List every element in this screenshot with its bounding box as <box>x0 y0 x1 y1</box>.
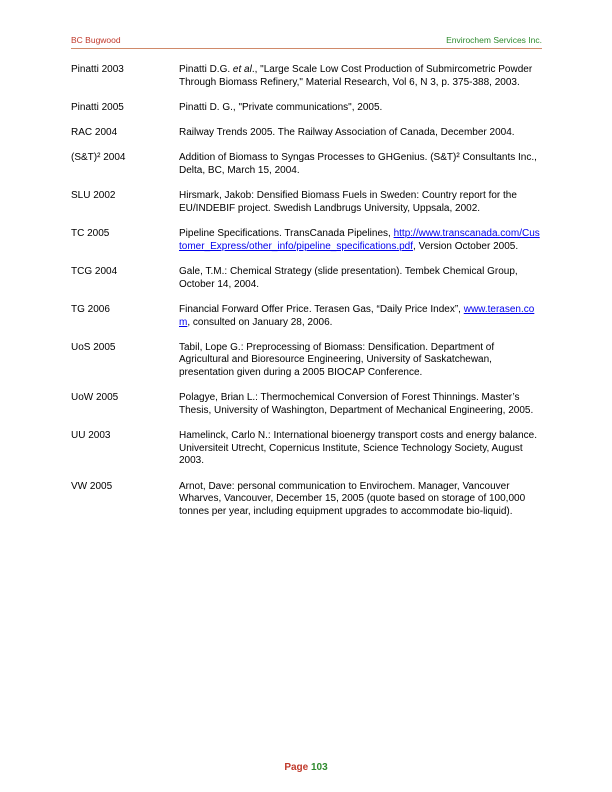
reference-citation <box>179 152 542 177</box>
reference-citation <box>179 266 542 291</box>
reference-entry <box>71 190 542 215</box>
citation-text: Hamelinck, Carlo N.: International bioenergy transport costs and energy balance. Universiteit Utrecht, Copernicus Institute, Science Technology Society, August 2003. <box>179 430 537 467</box>
reference-entry <box>71 342 542 380</box>
reference-citation <box>179 392 542 417</box>
reference-citation <box>179 228 542 253</box>
reference-link[interactable]: www.terasen.com <box>179 303 535 328</box>
citation-text: ., "Large Scale Low Cost Production of Submircometric Powder Through Biomass Refinery," Material Research, Vol 6, N 3, p. 375-388, 2003. <box>179 64 533 88</box>
reference-entry <box>71 266 542 291</box>
page-number: 103 <box>311 762 328 773</box>
header-divider <box>71 48 542 49</box>
reference-entry <box>71 392 542 417</box>
reference-entry <box>71 430 542 468</box>
reference-key: (S&T)² 2004 <box>71 152 126 164</box>
citation-text: Railway Trends 2005. The Railway Association of Canada, December 2004. <box>179 127 515 139</box>
reference-entry <box>71 64 542 89</box>
citation-text: Pinatti D.G. <box>179 64 233 75</box>
page-label: Page <box>284 762 309 773</box>
reference-entry <box>71 152 542 177</box>
reference-key: TCG 2004 <box>71 266 118 278</box>
reference-citation <box>179 342 542 380</box>
reference-key: TG 2006 <box>71 303 110 315</box>
reference-key: SLU 2002 <box>71 190 116 202</box>
citation-text: Addition of Biomass to Syngas Processes to GHGenius. (S&T)² Consultants Inc., Delta, BC, March 15, 2004. <box>179 152 537 177</box>
reference-key: Pinatti 2003 <box>71 64 124 75</box>
citation-italic-text: et al <box>232 64 252 75</box>
reference-citation <box>179 430 542 468</box>
reference-entry <box>71 304 542 329</box>
header-company-name: Envirochem Services Inc. <box>446 35 542 45</box>
citation-text: Financial Forward Offer Price. Terasen Gas, “Daily Price Index”, <box>179 303 464 315</box>
reference-entry <box>71 481 542 519</box>
citation-text: Arnot, Dave: personal communication to Envirochem. Manager, Vancouver Wharves, Vancouver, December 15, 2005 (quote based on storage of 100,000 tonnes per year, including equipment upgrades to accommodate bio-liquid). <box>179 480 526 517</box>
reference-entry <box>71 127 542 140</box>
reference-citation <box>179 127 542 140</box>
reference-key: RAC 2004 <box>71 127 118 139</box>
reference-list <box>71 64 542 518</box>
reference-key: UoS 2005 <box>71 341 116 353</box>
citation-text: Pinatti D. G., "Private communications", 2005. <box>179 101 383 113</box>
reference-citation <box>179 190 542 215</box>
citation-text: , Version October 2005. <box>413 240 519 252</box>
reference-entry <box>71 102 542 115</box>
citation-text: Polagye, Brian L.: Thermochemical Conversion of Forest Thinnings. Master’s Thesis, University of Washington, Department of Mechanical Engineering, 2005. <box>179 392 534 416</box>
reference-key: UoW 2005 <box>71 392 119 404</box>
page-footer <box>0 762 612 773</box>
reference-entry <box>71 228 542 253</box>
header-client-name: BC Bugwood <box>71 35 121 45</box>
reference-key: VW 2005 <box>71 480 113 492</box>
page-header <box>71 35 542 49</box>
reference-citation <box>179 102 542 115</box>
reference-citation <box>179 64 542 89</box>
citation-text: , consulted on January 28, 2006. <box>187 316 333 328</box>
reference-citation <box>179 481 542 519</box>
citation-text: Tabil, Lope G.: Preprocessing of Biomass: Densification. Department of Agricultural and Bioresource Engineering, University of Saskatchewan, presentation given during a 2005 BIOCAP Conference. <box>179 341 495 378</box>
citation-text: Gale, T.M.: Chemical Strategy (slide presentation). Tembek Chemical Group, October 14, 2004. <box>179 266 518 290</box>
reference-link[interactable]: http://www.transcanada.com/Customer_Express/other_info/pipeline_specifications.pdf <box>179 228 540 252</box>
citation-text: Pipeline Specifications. TransCanada Pipelines, <box>179 228 394 240</box>
reference-key: UU 2003 <box>71 430 111 442</box>
reference-citation <box>179 304 542 329</box>
reference-key: TC 2005 <box>71 228 110 240</box>
citation-text: Hirsmark, Jakob: Densified Biomass Fuels in Sweden: Country report for the EU/INDEBIF project. Swedish Landbrugs University, Uppsala, 2002. <box>179 190 517 214</box>
reference-key: Pinatti 2005 <box>71 101 124 113</box>
